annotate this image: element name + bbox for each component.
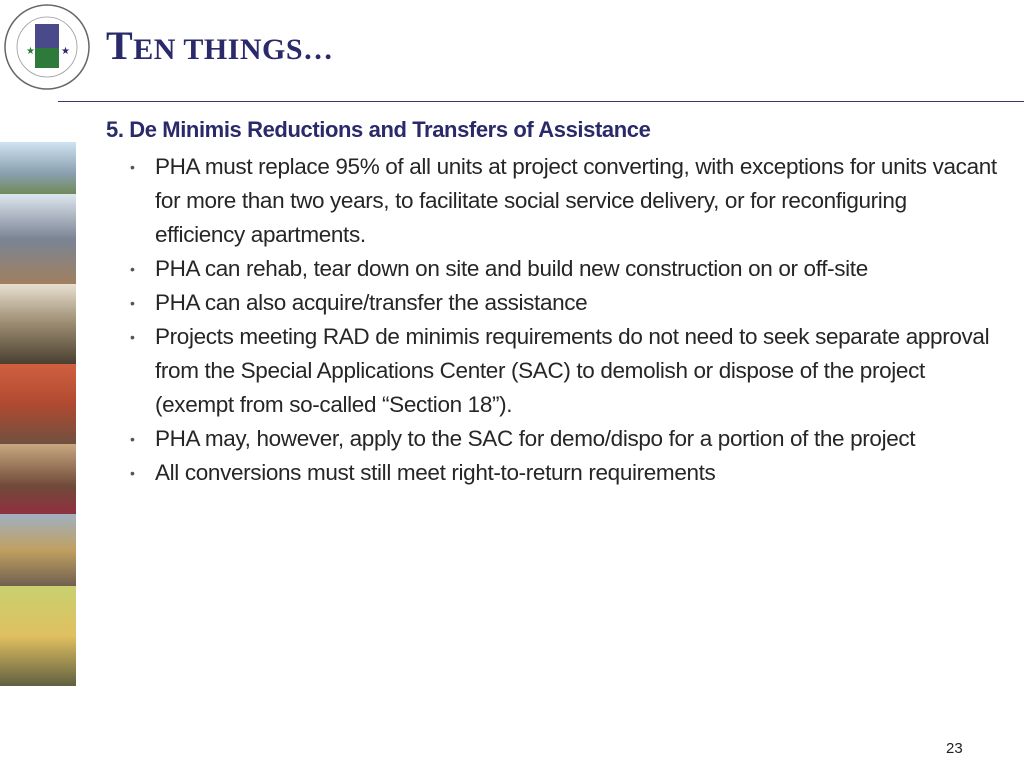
bullet-item: • All conversions must still meet right-to-return requirements — [130, 456, 1000, 490]
bullet-icon: • — [130, 261, 135, 277]
bullet-icon: • — [130, 295, 135, 311]
bullet-item: • PHA can rehab, tear down on site and build new construction on or off-site — [130, 252, 1000, 286]
title-divider — [58, 101, 1024, 102]
bullet-item: • PHA may, however, apply to the SAC for demo/dispo for a portion of the project — [130, 422, 1000, 456]
photo-strip — [0, 142, 76, 768]
slide-title: TEN THINGS… — [106, 23, 334, 68]
bullet-icon: • — [130, 465, 135, 481]
bullet-item: • Projects meeting RAD de minimis requirements do not need to seek separate approval from the Special Applications Center (SAC) to demolish or dispose of the project (exempt from so-called “Section 18”). — [130, 320, 1000, 422]
svg-text:★: ★ — [26, 46, 35, 57]
bullet-icon: • — [130, 159, 135, 175]
bullet-item: • PHA can also acquire/transfer the assistance — [130, 286, 1000, 320]
bullet-icon: • — [130, 431, 135, 447]
hud-seal-logo — [2, 2, 92, 92]
bullet-icon: • — [130, 329, 135, 345]
svg-text:★: ★ — [61, 46, 70, 57]
page-number: 23 — [946, 740, 963, 757]
bullet-list — [130, 150, 1000, 490]
section-heading: 5. De Minimis Reductions and Transfers of Assistance — [106, 117, 651, 142]
bullet-item: • PHA must replace 95% of all units at project converting, with exceptions for units vacant for more than two years, to facilitate social service delivery, or for reconfiguring efficiency apartments. — [130, 150, 1000, 252]
